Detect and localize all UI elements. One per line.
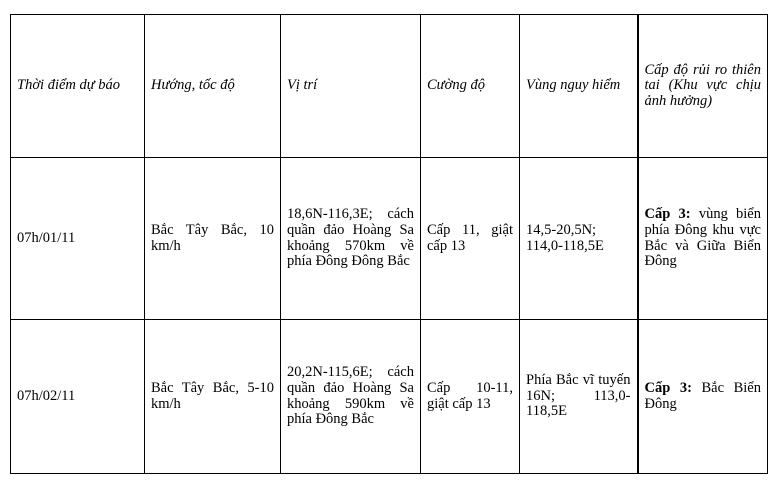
risk-level-label: Cấp 3:	[644, 379, 692, 396]
cell-direction: Bắc Tây Bắc, 10 km/h	[145, 158, 281, 320]
cell-time: 07h/02/11	[11, 320, 145, 474]
header-danger-zone: Vùng nguy hiểm	[520, 15, 638, 158]
cell-risk	[638, 320, 768, 474]
header-position: Vị trí	[281, 15, 421, 158]
cell-intensity: Cấp 10-11, giật cấp 13	[421, 320, 520, 474]
header-intensity: Cường độ	[421, 15, 520, 158]
table-row	[11, 158, 768, 320]
cell-intensity: Cấp 11, giật cấp 13	[421, 158, 520, 320]
table-header-row	[11, 15, 768, 158]
cell-position: 20,2N-115,6E; cách quần đảo Hoàng Sa khoảng 590km về phía Đông Bắc	[281, 320, 421, 474]
table-row	[11, 320, 768, 474]
cell-time: 07h/01/11	[11, 158, 145, 320]
risk-level-label: Cấp 3:	[644, 206, 691, 223]
header-forecast-time: Thời điểm dự báo	[11, 15, 145, 158]
cell-direction: Bắc Tây Bắc, 5-10 km/h	[145, 320, 281, 474]
risk-area-text: vùng biển phía Đông khu vực Bắc và Giữa Biển Đông	[644, 206, 761, 270]
risk-area-text: Bắc Biển Đông	[644, 379, 761, 412]
cell-danger-zone: Phía Bắc vĩ tuyến 16N; 113,0-118,5E	[520, 320, 638, 474]
cell-risk	[638, 158, 768, 320]
cell-danger-zone: 14,5-20,5N; 114,0-118,5E	[520, 158, 638, 320]
cell-position: 18,6N-116,3E; cách quần đảo Hoàng Sa khoảng 570km về phía Đông Đông Bắc	[281, 158, 421, 320]
storm-forecast-table	[10, 14, 768, 474]
header-direction-speed: Hướng, tốc độ	[145, 15, 281, 158]
header-risk-level: Cấp độ rủi ro thiên tai (Khu vực chịu ảnh hưởng)	[638, 15, 768, 158]
